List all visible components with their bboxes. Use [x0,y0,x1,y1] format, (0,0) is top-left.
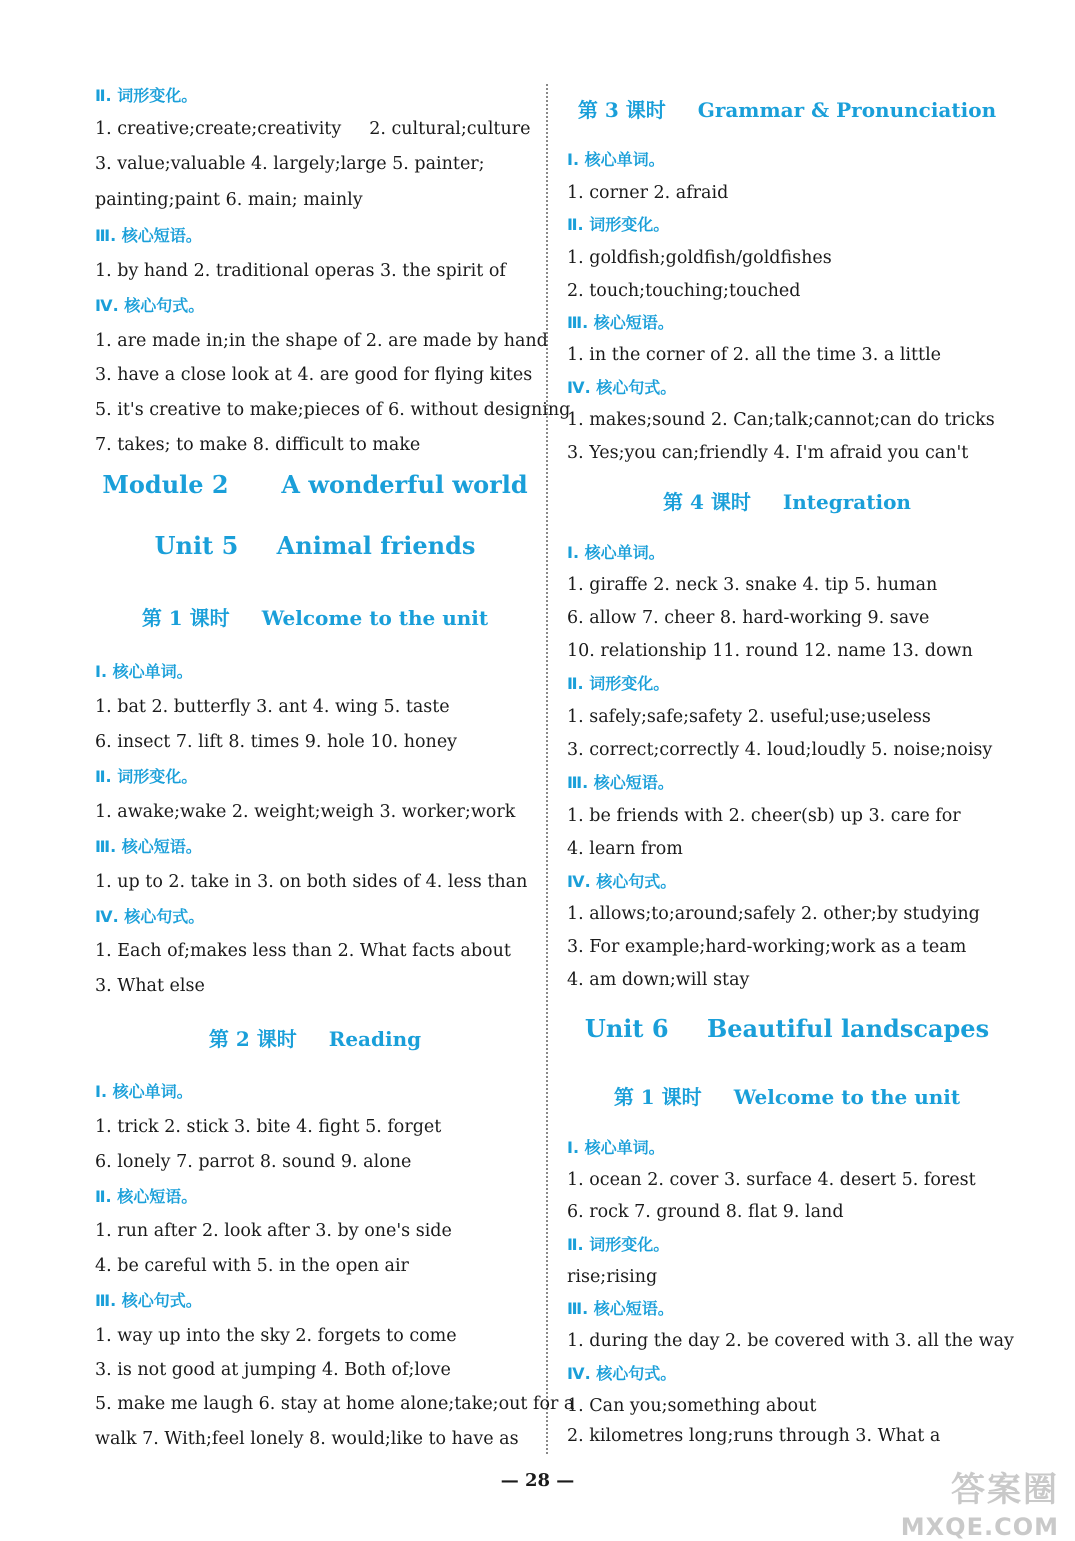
section-heading: Ⅰ. 核心单词。 [567,1138,665,1157]
lesson-heading: 第 4 课时 Integration [663,490,911,514]
page-number: — 28 — [500,1470,575,1491]
section-heading: Ⅲ. 核心短语。 [95,837,202,856]
answer-line: 1. be friends with 2. cheer(sb) up 3. care for [567,806,961,826]
column-divider [546,84,548,1454]
answer-line: 4. be careful with 5. in the open air [95,1256,409,1276]
answer-line: 1. during the day 2. be covered with 3. all the way [567,1331,1014,1351]
module-heading: Module 2 A wonderful world [102,470,528,499]
answer-line: 3. is not good at jumping 4. Both of;love [95,1360,451,1380]
answer-line: 6. insect 7. lift 8. times 9. hole 10. honey [95,732,458,752]
unit-heading: Unit 6 Beautiful landscapes [584,1014,990,1043]
section-heading: Ⅰ. 核心单词。 [567,150,665,169]
answer-line: walk 7. With;feel lonely 8. would;like to have as [95,1429,519,1449]
section-heading: Ⅳ. 核心句式。 [567,872,677,891]
answer-line: 1. creative;create;creativity 2. cultural;culture [95,119,531,139]
answer-line: 1. safely;safe;safety 2. useful;use;useless [567,707,931,727]
answer-line: 1. bat 2. butterfly 3. ant 4. wing 5. taste [95,697,450,717]
answer-line: 1. Can you;something about [567,1396,817,1416]
answer-line: 6. rock 7. ground 8. flat 9. land [567,1202,844,1222]
answer-line: 7. takes; to make 8. difficult to make [95,435,421,455]
answer-line: 1. up to 2. take in 3. on both sides of 4. less than [95,872,528,892]
answer-line: 1. by hand 2. traditional operas 3. the spirit of [95,261,506,281]
answer-line: 3. Yes;you can;friendly 4. I'm afraid you can't [567,443,969,463]
answer-line: 10. relationship 11. round 12. name 13. down [567,641,973,661]
answer-line: 5. make me laugh 6. stay at home alone;take;out for a [95,1394,575,1414]
answer-line: 1. awake;wake 2. weight;weigh 3. worker;work [95,802,516,822]
section-heading: Ⅰ. 核心单词。 [95,1082,193,1101]
lesson-heading: 第 1 课时 Welcome to the unit [613,1085,961,1109]
section-heading: Ⅲ. 核心短语。 [567,1299,674,1318]
answer-line: 1. Each of;makes less than 2. What facts about [95,941,511,961]
answer-line: 6. lonely 7. parrot 8. sound 9. alone [95,1152,412,1172]
answer-line: 1. run after 2. look after 3. by one's side [95,1221,452,1241]
section-heading: Ⅱ. 词形变化。 [567,1235,670,1254]
section-heading: Ⅲ. 核心句式。 [95,1291,202,1310]
section-heading: Ⅳ. 核心句式。 [567,378,677,397]
answer-line: 1. ocean 2. cover 3. surface 4. desert 5. forest [567,1170,976,1190]
answer-line: 1. makes;sound 2. Can;talk;cannot;can do tricks [567,410,995,430]
answer-line: 3. correct;correctly 4. loud;loudly 5. noise;noisy [567,740,993,760]
answer-line: 2. kilometres long;runs through 3. What a [567,1426,941,1446]
answer-line: painting;paint 6. main; mainly [95,190,363,210]
unit-heading: Unit 5 Animal friends [154,531,476,560]
answer-line: 1. goldfish;goldfish/goldfishes [567,248,832,268]
answer-line: 1. in the corner of 2. all the time 3. a little [567,345,942,365]
answer-line: 1. way up into the sky 2. forgets to come [95,1326,457,1346]
section-heading: Ⅳ. 核心句式。 [567,1364,677,1383]
section-heading: Ⅱ. 词形变化。 [95,86,198,105]
lesson-heading: 第 3 课时 Grammar & Pronunciation [577,98,997,122]
answer-line: 3. For example;hard-working;work as a team [567,937,967,957]
answer-line: 1. allows;to;around;safely 2. other;by studying [567,904,980,924]
section-heading: Ⅲ. 核心短语。 [95,226,202,245]
lesson-heading: 第 2 课时 Reading [208,1027,422,1051]
section-heading: Ⅱ. 核心短语。 [95,1187,198,1206]
answer-line: 3. What else [95,976,205,996]
section-heading: Ⅰ. 核心单词。 [567,543,665,562]
section-heading: Ⅰ. 核心单词。 [95,662,193,681]
answer-line: 1. are made in;in the shape of 2. are made by hand [95,331,548,351]
answer-line: 4. am down;will stay [567,970,750,990]
section-heading: Ⅲ. 核心短语。 [567,313,674,332]
answer-line: 5. it's creative to make;pieces of 6. without designing [95,400,571,420]
watermark-cn: 答案圈 [951,1470,1059,1510]
section-heading: Ⅳ. 核心句式。 [95,296,205,315]
section-heading: Ⅱ. 词形变化。 [567,215,670,234]
lesson-heading: 第 1 课时 Welcome to the unit [141,606,489,630]
answer-line: 4. learn from [567,839,683,859]
watermark-en: MXQE.COM [900,1513,1059,1541]
section-heading: Ⅲ. 核心短语。 [567,773,674,792]
answer-line: 3. have a close look at 4. are good for flying kites [95,365,533,385]
section-heading: Ⅱ. 词形变化。 [95,767,198,786]
section-heading: Ⅱ. 词形变化。 [567,674,670,693]
answer-line: 2. touch;touching;touched [567,281,801,301]
answer-line: 6. allow 7. cheer 8. hard-working 9. save [567,608,930,628]
answer-line: 1. trick 2. stick 3. bite 4. fight 5. forget [95,1117,442,1137]
answer-line: 1. giraffe 2. neck 3. snake 4. tip 5. human [567,575,938,595]
answer-line: rise;rising [567,1267,658,1287]
watermark-logo [901,1462,1059,1541]
answer-line: 3. value;valuable 4. largely;large 5. painter; [95,154,485,174]
answer-line: 1. corner 2. afraid [567,183,729,203]
section-heading: Ⅳ. 核心句式。 [95,907,205,926]
